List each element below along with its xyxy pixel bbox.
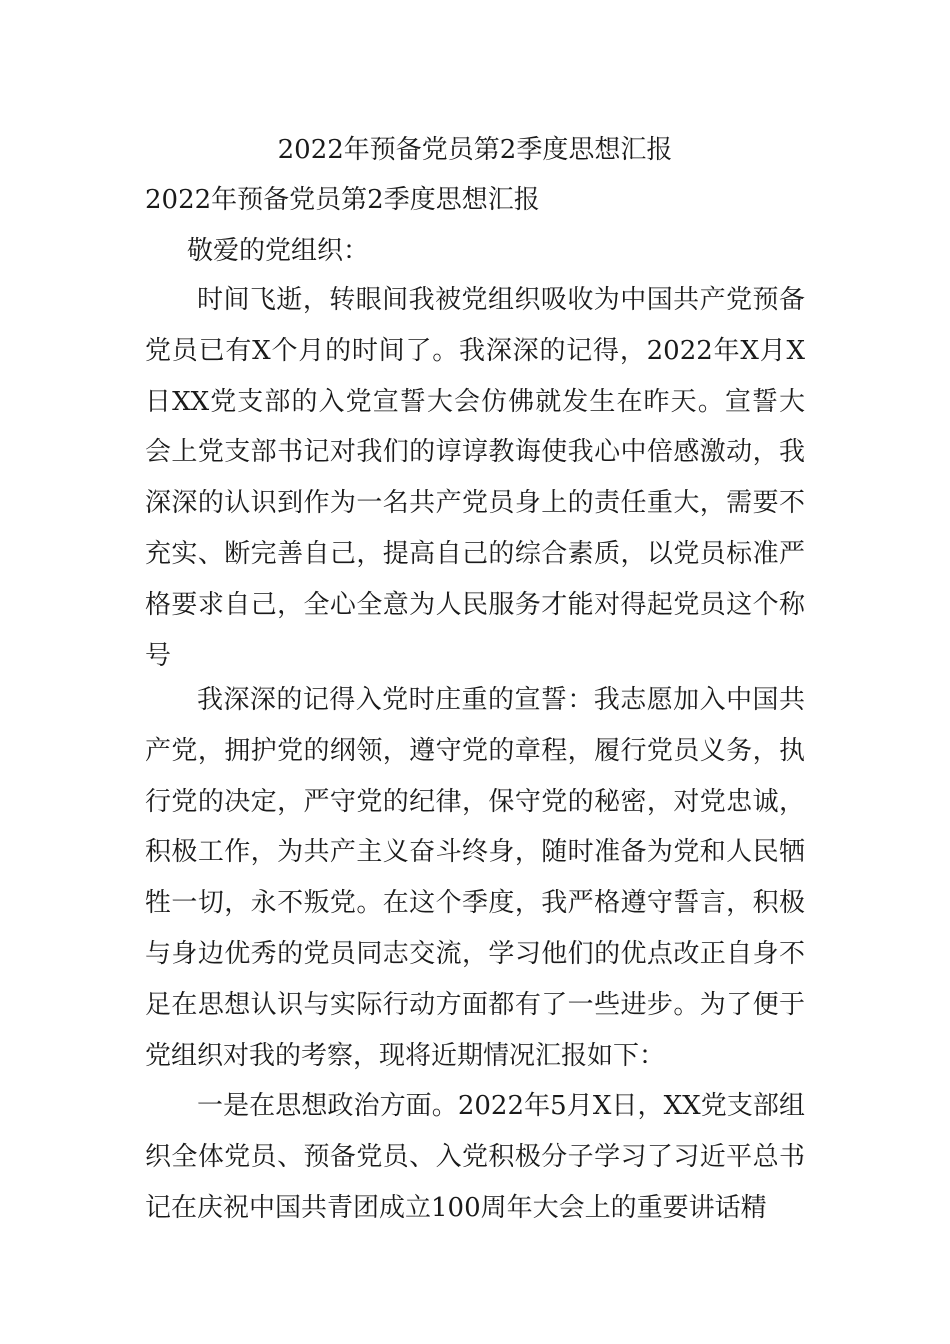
document-subtitle: 2022年预备党员第2季度思想汇报 bbox=[145, 185, 540, 215]
paragraph-1: 时间飞逝，转眼间我被党组织吸收为中国共产党预备党员已有X个月的时间了。我深深的记得，2022年X月X日XX党支部的入党宣誓大会仿佛就发生在昨天。宣誓大会上党支部书记对我们的谆谆教诲使我心中倍感激动，我深深的认识到作为一名共产党员身上的责任重大，需要不充实、断完善自己，提高自己的综合素质，以党员标准严格要求自己，全心全意为人民服务才能对得起党员这个称号 bbox=[145, 285, 805, 671]
paragraph-3: 一是在思想政治方面。2022年5月X日，XX党支部组织全体党员、预备党员、入党积极分子学习了习近平总书记在庆祝中国共青团成立100周年大会上的重要讲话精 bbox=[145, 1091, 805, 1223]
document-title: 2022年预备党员第2季度思想汇报 bbox=[277, 135, 673, 165]
paragraph-2: 我深深的记得入党时庄重的宣誓：我志愿加入中国共产党，拥护党的纲领，遵守党的章程，履行党员义务，执行党的决定，严守党的纪律，保守党的秘密，对党忠诚，积极工作，为共产主义奋斗终身，随时准备为党和人民牺牲一切，永不叛党。在这个季度，我严格遵守誓言，积极与身边优秀的党员同志交流，学习他们的优点改正自身不足在思想认识与实际行动方面都有了一些进步。为了便于党组织对我的考察，现将近期情况汇报如下： bbox=[145, 685, 805, 1071]
salutation: 敬爱的党组织： bbox=[187, 236, 370, 266]
